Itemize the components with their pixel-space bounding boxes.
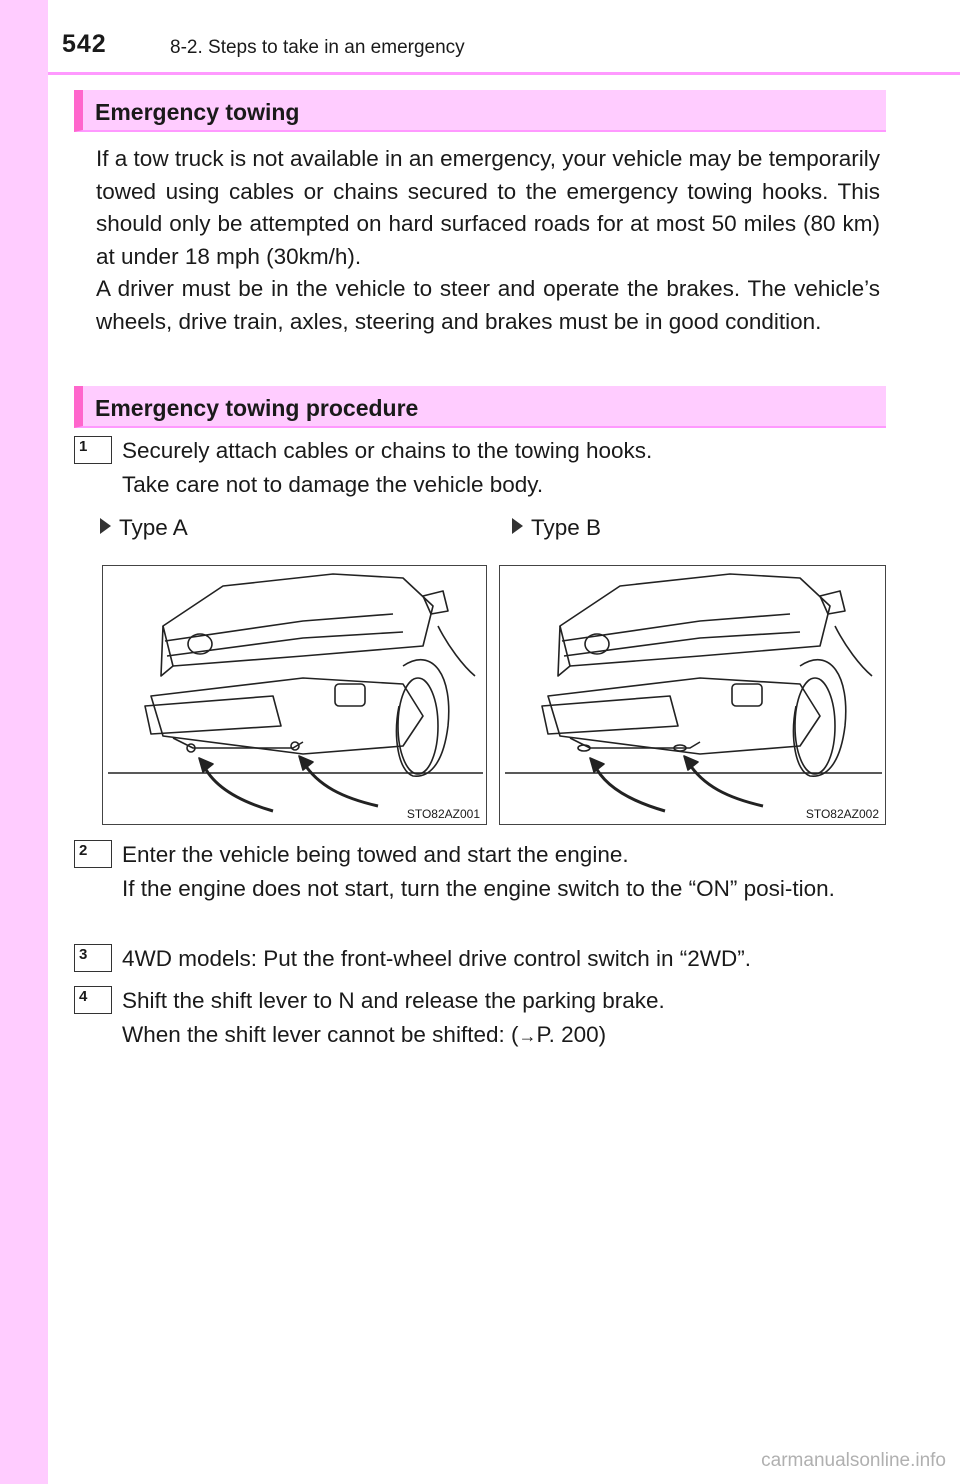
step-text: 4WD models: Put the front-wheel drive control switch in “2WD”. xyxy=(122,946,751,971)
step-text: Shift the shift lever to N and release the parking brake. xyxy=(122,988,665,1013)
page-reference-arrow-icon: → xyxy=(518,1026,537,1046)
step-number-badge: 1 xyxy=(74,436,112,464)
truck-front-illustration xyxy=(500,566,885,824)
section-heading-towing-procedure xyxy=(74,386,886,428)
figure-type-b xyxy=(499,565,886,825)
step-subtext: When the shift lever cannot be shifted: (→P. 200) xyxy=(122,1022,607,1047)
truck-front-illustration xyxy=(103,566,486,824)
intro-text xyxy=(96,143,880,338)
figure-label-type-a: Type A xyxy=(100,515,188,541)
intro-paragraph-1: If a tow truck is not available in an emergency, your vehicle may be temporarily towed using cables or chains secured to the emergency towing hooks. This should only be attempted on hard surfaced roads for at most 50 miles (80 km) at under 18 mph (30km/h). xyxy=(96,146,880,269)
step-number-badge: 2 xyxy=(74,840,112,868)
triangle-bullet-icon xyxy=(512,518,523,534)
figure-code: STO82AZ002 xyxy=(805,807,879,821)
step-number-badge: 3 xyxy=(74,944,112,972)
section-title: Emergency towing xyxy=(95,99,300,125)
step-subtext: If the engine does not start, turn the engine switch to the “ON” posi-tion. xyxy=(122,876,835,901)
triangle-bullet-icon xyxy=(100,518,111,534)
step-text: Securely attach cables or chains to the towing hooks. xyxy=(122,438,653,463)
section-path: 8-2. Steps to take in an emergency xyxy=(170,37,465,58)
step-subtext: Take care not to damage the vehicle body. xyxy=(122,472,544,497)
step-text: Enter the vehicle being towed and start the engine. xyxy=(122,842,629,867)
page-number: 542 xyxy=(62,30,107,58)
section-heading-emergency-towing xyxy=(74,90,886,132)
intro-paragraph-2: A driver must be in the vehicle to steer and operate the brakes. The vehicle’s wheels, drive train, axles, steering and brakes must be in good condition. xyxy=(96,276,880,334)
page-sidebar-tab xyxy=(0,0,48,1484)
figure-code: STO82AZ001 xyxy=(406,807,480,821)
page-reference-link[interactable]: P. 200) xyxy=(536,1022,607,1047)
step-number-badge: 4 xyxy=(74,986,112,1014)
header-rule xyxy=(48,72,960,75)
figure-label-type-b: Type B xyxy=(512,515,601,541)
figure-type-a xyxy=(102,565,487,825)
section-title: Emergency towing procedure xyxy=(95,395,419,421)
watermark: carmanualsonline.info xyxy=(761,1450,946,1471)
